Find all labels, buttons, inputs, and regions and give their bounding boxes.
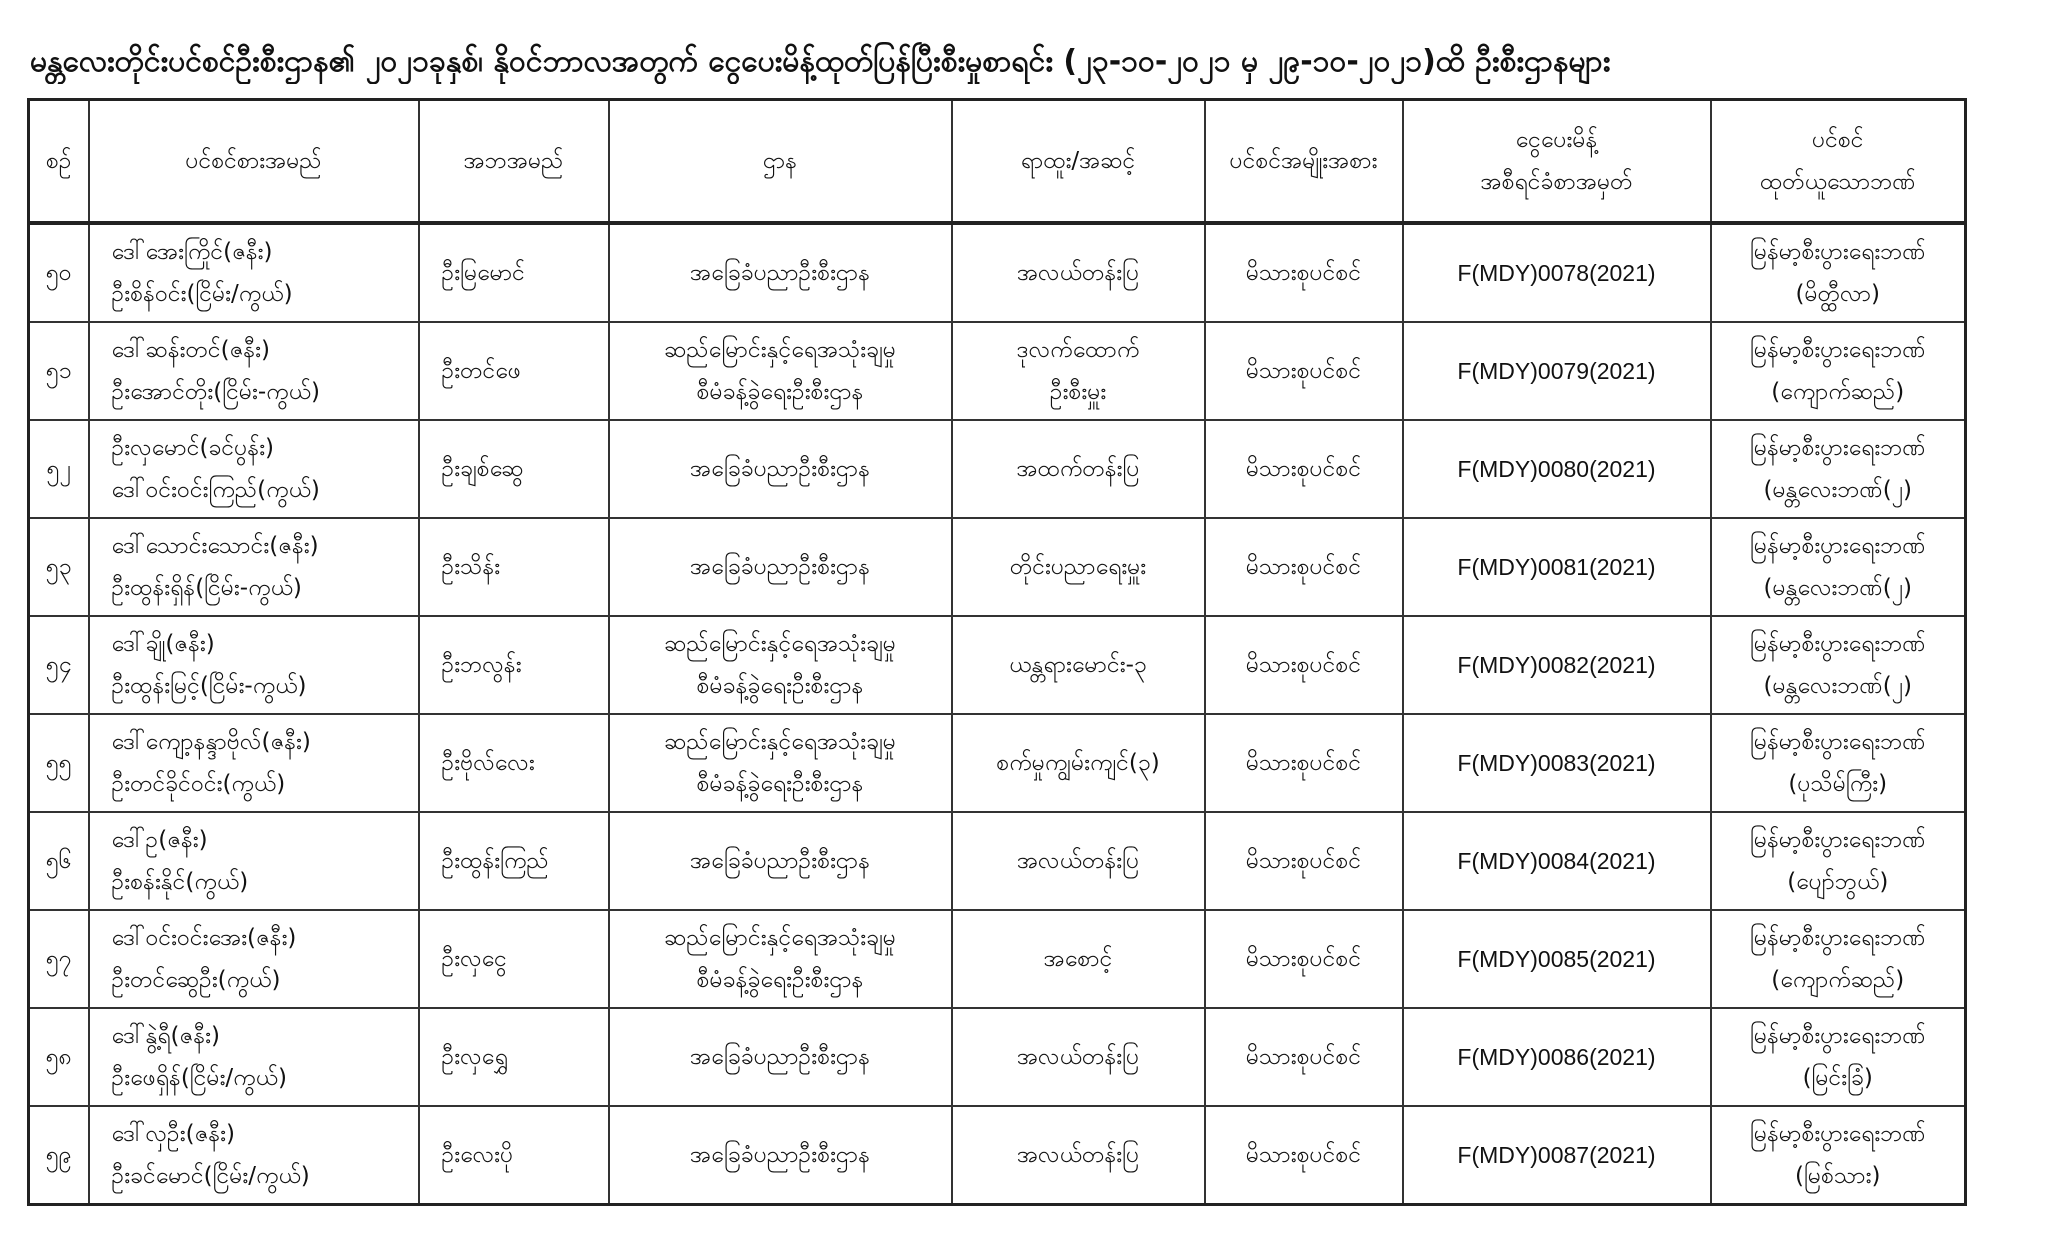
cell-father [419,714,609,812]
cell-dept-text: အခြေခံပညာဦးစီးဌာန [689,260,871,286]
cell-form [1403,322,1711,420]
cell-no-text: ၅၆ [45,848,72,874]
cell-father-text: ဦးဘလွန်း [441,652,522,678]
cell-name-text: ဦးထွန်းရှိန်(ငြိမ်း-ကွယ်) [111,575,302,601]
cell-position-text: တိုင်းပညာရေးမှူး [1009,554,1147,580]
cell-bank-text: မြန်မာ့စီးပွားရေးဘဏ် [1749,925,1926,951]
cell-name [89,518,419,616]
cell-position-text: အစောင့် [1043,946,1113,972]
header-form-line2: အစီရင်ခံစာအမှတ် [1480,169,1633,195]
cell-type-text: မိသားစုပင်စင် [1245,358,1362,384]
cell-no-text: ၅၂ [46,456,71,482]
cell-type-text: မိသားစုပင်စင် [1245,456,1362,482]
cell-no-text: ၅၉ [45,1142,72,1168]
cell-no [29,1008,89,1106]
cell-dept [609,223,952,322]
header-bank [1711,100,1966,224]
cell-type [1205,714,1403,812]
cell-form-text: F(MDY)0087(2021) [1457,1142,1656,1168]
table-row [29,616,1966,714]
cell-father [419,518,609,616]
cell-dept [609,322,952,420]
cell-name [89,322,419,420]
cell-form [1403,910,1711,1008]
cell-position-text: ယန္တရားမောင်း-၃ [1009,652,1147,678]
cell-form [1403,812,1711,910]
cell-name [89,714,419,812]
table-row [29,812,1966,910]
cell-father [419,223,609,322]
cell-position-text: ဦးစီးမှူး [1049,379,1107,405]
cell-type-text: မိသားစုပင်စင် [1245,946,1362,972]
cell-name-text: ဦးထွန်းမြင့်(ငြိမ်း-ကွယ်) [111,673,307,699]
page-title: မန္တလေးတိုင်းပင်စင်ဦးစီးဌာန၏ ၂၀၂၁ခုနှစ်၊ နိုဝင်ဘာလအတွက် ငွေပေးမိန့်ထုတ်ပြန်ပြီးစီးမှုစာရင်း (၂၃-၁၀-၂၀၂၁ မှ ၂၉-၁၀-၂၀၂၁)ထိ ဦးစီးဌာနများ [30,44,1611,79]
cell-dept [609,616,952,714]
cell-no [29,616,89,714]
cell-bank [1711,616,1966,714]
header-no: စဉ် [29,100,89,224]
cell-name-text: ဦးစိန်ဝင်း(ငြိမ်း/ကွယ်) [111,281,293,307]
cell-name-text: ဒေါ်သောင်းသောင်း(ဇနီး) [111,533,319,559]
cell-form-text: F(MDY)0078(2021) [1457,260,1656,286]
cell-name [89,1008,419,1106]
cell-bank-text: မြန်မာ့စီးပွားရေးဘဏ် [1749,1121,1926,1147]
cell-name-text: ဒေါ်ဥ(ဇနီး) [111,827,208,853]
cell-dept-text: အခြေခံပညာဦးစီးဌာန [689,456,871,482]
table-row [29,1008,1966,1106]
cell-position-text: အလယ်တန်းပြ [1016,260,1140,286]
cell-type [1205,518,1403,616]
cell-dept [609,812,952,910]
cell-form-text: F(MDY)0083(2021) [1457,750,1656,776]
cell-name-text: ဒေါ်ချို(ဇနီး) [111,631,215,657]
cell-no [29,1106,89,1205]
cell-no-text: ၅၄ [45,652,72,678]
cell-no-text: ၅၇ [45,946,72,972]
cell-dept-text: အခြေခံပညာဦးစီးဌာန [689,1142,871,1168]
cell-bank [1711,518,1966,616]
cell-bank-text: မြန်မာ့စီးပွားရေးဘဏ် [1749,337,1926,363]
cell-dept [609,1106,952,1205]
cell-name-text: ဒေါ်အေးကြိုင်(ဇနီး) [111,239,273,265]
cell-position [952,420,1205,518]
table-row [29,1106,1966,1205]
header-form [1403,100,1711,224]
cell-type [1205,616,1403,714]
table-row [29,322,1966,420]
cell-position-text: အလယ်တန်းပြ [1016,1044,1140,1070]
cell-form [1403,714,1711,812]
cell-type-text: မိသားစုပင်စင် [1245,652,1362,678]
cell-dept [609,518,952,616]
header-father: အဘအမည် [419,100,609,224]
cell-bank-text: မြန်မာ့စီးပွားရေးဘဏ် [1749,631,1926,657]
cell-bank [1711,714,1966,812]
cell-dept-text: စီမံခန့်ခွဲရေးဦးစီးဌာန [696,673,864,699]
cell-bank [1711,223,1966,322]
table-row [29,910,1966,1008]
cell-type-text: မိသားစုပင်စင် [1245,848,1362,874]
cell-bank-text: (မန္တလေးဘဏ်(၂) [1763,673,1912,699]
cell-bank-text: မြန်မာ့စီးပွားရေးဘဏ် [1749,533,1926,559]
cell-dept-text: အခြေခံပညာဦးစီးဌာန [689,554,871,580]
cell-bank-text: မြန်မာ့စီးပွားရေးဘဏ် [1749,239,1926,265]
cell-father-text: ဦးမြမောင် [441,260,525,286]
cell-name-text: ဒေါ်ကျော့နန္ဒာဗိုလ်(ဇနီး) [111,729,311,755]
cell-form-text: F(MDY)0086(2021) [1457,1044,1656,1070]
cell-type [1205,322,1403,420]
cell-bank-text: (ပုသိမ်ကြီး) [1788,771,1888,797]
table-row [29,518,1966,616]
cell-bank-text: (မန္တလေးဘဏ်(၂) [1763,477,1912,503]
header-name: ပင်စင်စားအမည် [89,100,419,224]
cell-father [419,910,609,1008]
cell-type-text: မိသားစုပင်စင် [1245,554,1362,580]
cell-type-text: မိသားစုပင်စင် [1245,1044,1362,1070]
cell-bank-text: မြန်မာ့စီးပွားရေးဘဏ် [1749,729,1926,755]
table-row [29,420,1966,518]
cell-bank-text: (ကျောက်ဆည်) [1771,967,1905,993]
cell-position-text: အလယ်တန်းပြ [1016,848,1140,874]
cell-name [89,910,419,1008]
cell-father [419,420,609,518]
cell-dept-text: ဆည်မြောင်းနှင့်ရေအသုံးချမှု [664,729,896,755]
cell-name-text: ဒေါ်ဆန်းတင်(ဇနီး) [111,337,270,363]
cell-dept-text: အခြေခံပညာဦးစီးဌာန [689,848,871,874]
cell-type [1205,812,1403,910]
cell-form [1403,420,1711,518]
cell-bank-text: (ကျောက်ဆည်) [1771,379,1905,405]
cell-form [1403,518,1711,616]
cell-no-text: ၅၅ [45,750,72,776]
cell-position [952,616,1205,714]
table-row [29,714,1966,812]
header-position: ရာထူး/အဆင့် [952,100,1205,224]
cell-form [1403,616,1711,714]
cell-name-text: ဦးတင်ဆွေဦး(ကွယ်) [111,967,281,993]
cell-father-text: ဦးလှငွေ [441,946,507,972]
cell-no [29,910,89,1008]
cell-position [952,1008,1205,1106]
cell-dept [609,420,952,518]
cell-bank [1711,322,1966,420]
cell-name-text: ဦးအောင်တိုး(ငြိမ်း-ကွယ်) [111,379,320,405]
cell-dept [609,1008,952,1106]
cell-form-text: F(MDY)0079(2021) [1457,358,1656,384]
cell-form-text: F(MDY)0080(2021) [1457,456,1656,482]
cell-bank [1711,812,1966,910]
cell-no [29,223,89,322]
cell-name [89,812,419,910]
pension-table [27,98,1967,1206]
cell-father-text: ဦးထွန်းကြည် [441,848,549,874]
header-form-line1: ငွေပေးမိန့် [1515,127,1598,153]
cell-father [419,812,609,910]
cell-position [952,812,1205,910]
cell-form [1403,1106,1711,1205]
cell-bank-text: (ပျော်ဘွယ်) [1787,869,1889,895]
cell-no [29,812,89,910]
cell-dept-text: အခြေခံပညာဦးစီးဌာန [689,1044,871,1070]
cell-dept [609,910,952,1008]
cell-dept-text: ဆည်မြောင်းနှင့်ရေအသုံးချမှု [664,925,896,951]
cell-dept [609,714,952,812]
cell-type [1205,223,1403,322]
cell-position-text: ဒုလက်ထောက် [1016,337,1140,363]
cell-position-text: အလယ်တန်းပြ [1016,1142,1140,1168]
cell-name [89,1106,419,1205]
cell-name-text: ဦးတင်ခိုင်ဝင်း(ကွယ်) [111,771,286,797]
cell-father-text: ဦးချစ်ဆွေ [441,456,524,482]
cell-dept-text: ဆည်မြောင်းနှင့်ရေအသုံးချမှု [664,337,896,363]
cell-name-text: ဦးစန်းနိုင်(ကွယ်) [111,869,249,895]
cell-father-text: ဦးလှရွှေ [441,1044,508,1070]
cell-name-text: ဦးလှမောင်(ခင်ပွန်း) [111,435,275,461]
cell-name [89,616,419,714]
cell-bank-text: (မန္တလေးဘဏ်(၂) [1763,575,1912,601]
cell-no-text: ၅၃ [45,554,72,580]
cell-father-text: ဦးတင်ဖေ [441,358,521,384]
cell-form-text: F(MDY)0082(2021) [1457,652,1656,678]
cell-type-text: မိသားစုပင်စင် [1245,750,1362,776]
cell-father-text: ဦးသိန်း [441,554,501,580]
cell-form [1403,1008,1711,1106]
cell-form-text: F(MDY)0084(2021) [1457,848,1656,874]
cell-position [952,518,1205,616]
cell-dept-text: ဆည်မြောင်းနှင့်ရေအသုံးချမှု [664,631,896,657]
cell-position [952,322,1205,420]
cell-form [1403,223,1711,322]
cell-type [1205,910,1403,1008]
cell-no-text: ၅၁ [45,358,72,384]
cell-bank [1711,1008,1966,1106]
cell-type-text: မိသားစုပင်စင် [1245,260,1362,286]
cell-name-text: ဒေါ်နွဲ့ရီ(ဇနီး) [111,1023,220,1049]
cell-no-text: ၅၈ [45,1044,72,1070]
cell-name-text: ဦးဖေရှိန်(ငြိမ်း/ကွယ်) [111,1065,287,1091]
cell-name-text: ဒေါ်ဝင်းဝင်းအေး(ဇနီး) [111,925,297,951]
cell-position [952,223,1205,322]
cell-position [952,910,1205,1008]
cell-no-text: ၅၀ [45,260,72,286]
cell-bank-text: မြန်မာ့စီးပွားရေးဘဏ် [1749,435,1926,461]
cell-type-text: မိသားစုပင်စင် [1245,1142,1362,1168]
table-header-row [29,100,1966,224]
cell-bank [1711,420,1966,518]
cell-bank-text: မြန်မာ့စီးပွားရေးဘဏ် [1749,1023,1926,1049]
cell-father [419,322,609,420]
cell-bank-text: မြန်မာ့စီးပွားရေးဘဏ် [1749,827,1926,853]
cell-no [29,322,89,420]
cell-position [952,1106,1205,1205]
cell-form-text: F(MDY)0081(2021) [1457,554,1656,580]
cell-no [29,714,89,812]
cell-father [419,1008,609,1106]
cell-no [29,518,89,616]
cell-bank-text: (မြင်းခြံ) [1802,1065,1873,1091]
cell-form-text: F(MDY)0085(2021) [1457,946,1656,972]
cell-dept-text: စီမံခန့်ခွဲရေးဦးစီးဌာန [696,967,864,993]
cell-position-text: အထက်တန်းပြ [1016,456,1140,482]
table-row [29,223,1966,322]
cell-name-text: ဦးခင်မောင်(ငြိမ်း/ကွယ်) [111,1163,310,1189]
header-dept: ဌာန [609,100,952,224]
cell-bank [1711,1106,1966,1205]
cell-type [1205,420,1403,518]
cell-position [952,714,1205,812]
cell-dept-text: စီမံခန့်ခွဲရေးဦးစီးဌာန [696,771,864,797]
header-bank-line1: ပင်စင် [1811,127,1864,153]
cell-name [89,223,419,322]
cell-father [419,1106,609,1205]
header-type: ပင်စင်အမျိုးအစား [1205,100,1403,224]
cell-name-text: ဒေါ်ဝင်းဝင်းကြည်(ကွယ်) [111,477,320,503]
cell-position-text: စက်မှုကျွမ်းကျင်(၃) [996,750,1160,776]
cell-name-text: ဒေါ်လှဦး(ဇနီး) [111,1121,235,1147]
cell-no [29,420,89,518]
cell-father-text: ဦးလေးပို [441,1142,514,1168]
cell-name [89,420,419,518]
cell-father-text: ဦးဗိုလ်လေး [441,750,535,776]
cell-dept-text: စီမံခန့်ခွဲရေးဦးစီးဌာန [696,379,864,405]
cell-bank-text: (မြစ်သား) [1795,1163,1881,1189]
cell-type [1205,1106,1403,1205]
table-body [29,223,1966,1205]
cell-bank [1711,910,1966,1008]
cell-father [419,616,609,714]
header-bank-line2: ထုတ်ယူသောဘဏ် [1759,169,1916,195]
cell-bank-text: (မိတ္ထီလာ) [1795,281,1880,307]
cell-type [1205,1008,1403,1106]
